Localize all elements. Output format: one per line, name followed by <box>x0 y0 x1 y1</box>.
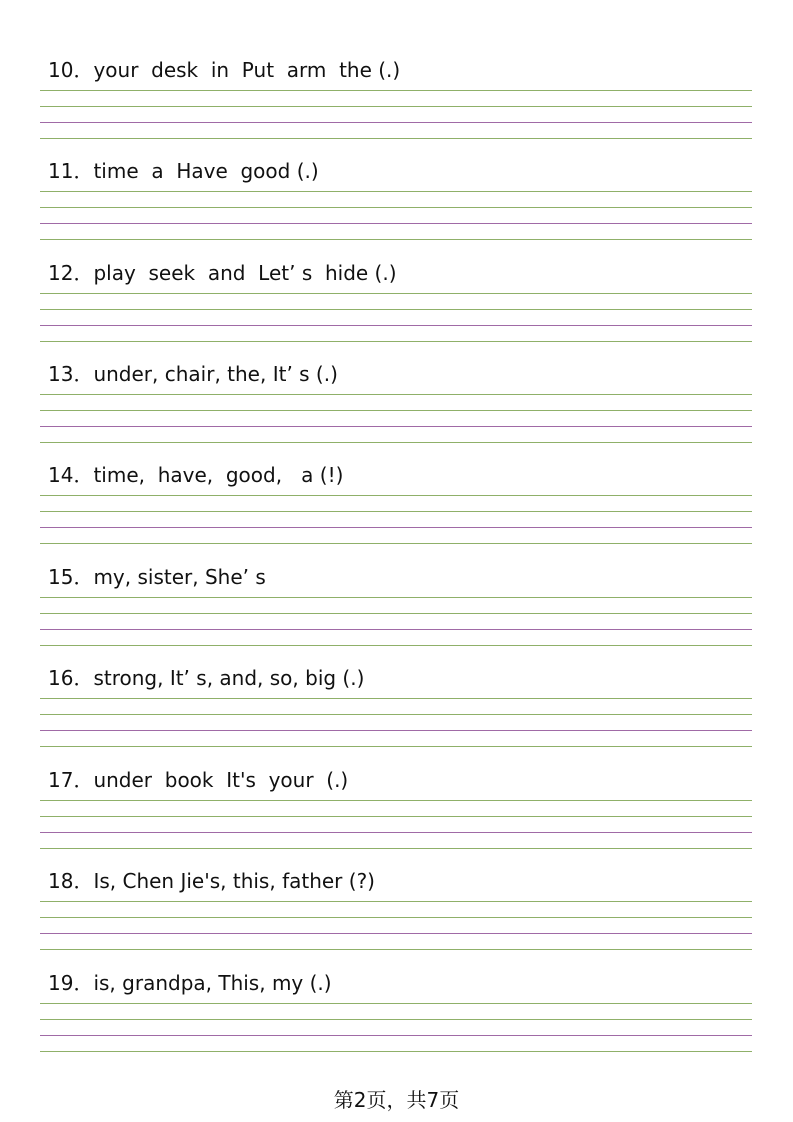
question-17 <box>0 765 793 866</box>
question-14 <box>0 460 793 561</box>
question-text <box>48 663 364 693</box>
question-prompt: under book It's your (.) <box>93 768 349 792</box>
question-12 <box>0 258 793 359</box>
question-15 <box>0 562 793 663</box>
question-prompt: under, chair, the, It’ s (.) <box>93 362 338 386</box>
guide-line <box>40 613 752 614</box>
guide-line <box>40 325 752 326</box>
guide-line <box>40 1019 752 1020</box>
writing-lines[interactable] <box>40 597 752 647</box>
question-number: 18． <box>48 869 94 893</box>
guide-line <box>40 933 752 934</box>
guide-line <box>40 816 752 817</box>
guide-line <box>40 207 752 208</box>
writing-lines[interactable] <box>40 191 752 241</box>
question-16 <box>0 663 793 764</box>
guide-line <box>40 341 752 342</box>
question-prompt: my, sister, She’ s <box>93 565 266 589</box>
question-text <box>48 359 338 389</box>
question-number: 15． <box>48 565 94 589</box>
guide-line <box>40 629 752 630</box>
question-prompt: your desk in Put arm the (.) <box>93 58 401 82</box>
guide-line <box>40 293 752 294</box>
question-text <box>48 866 375 896</box>
question-10 <box>0 55 793 156</box>
question-18 <box>0 866 793 967</box>
writing-lines[interactable] <box>40 901 752 951</box>
question-number: 12． <box>48 261 94 285</box>
guide-line <box>40 698 752 699</box>
writing-lines[interactable] <box>40 495 752 545</box>
guide-line <box>40 138 752 139</box>
question-text <box>48 968 332 998</box>
guide-line <box>40 495 752 496</box>
guide-line <box>40 730 752 731</box>
guide-line <box>40 191 752 192</box>
question-number: 19． <box>48 971 94 995</box>
question-text <box>48 55 400 85</box>
question-prompt: play seek and Let’ s hide (.) <box>93 261 397 285</box>
writing-lines[interactable] <box>40 90 752 140</box>
guide-line <box>40 800 752 801</box>
guide-line <box>40 645 752 646</box>
guide-line <box>40 239 752 240</box>
guide-line <box>40 746 752 747</box>
guide-line <box>40 106 752 107</box>
question-prompt: Is, Chen Jie's, this, father (?) <box>93 869 375 893</box>
guide-line <box>40 90 752 91</box>
guide-line <box>40 848 752 849</box>
question-text <box>48 156 319 186</box>
guide-line <box>40 426 752 427</box>
question-11 <box>0 156 793 257</box>
question-text <box>48 765 348 795</box>
guide-line <box>40 394 752 395</box>
guide-line <box>40 1003 752 1004</box>
guide-line <box>40 122 752 123</box>
writing-lines[interactable] <box>40 800 752 850</box>
question-number: 16． <box>48 666 94 690</box>
question-19 <box>0 968 793 1069</box>
guide-line <box>40 511 752 512</box>
question-number: 14． <box>48 463 94 487</box>
writing-lines[interactable] <box>40 293 752 343</box>
question-number: 17． <box>48 768 94 792</box>
question-text <box>48 562 266 592</box>
guide-line <box>40 901 752 902</box>
writing-lines[interactable] <box>40 394 752 444</box>
writing-lines[interactable] <box>40 1003 752 1053</box>
guide-line <box>40 410 752 411</box>
guide-line <box>40 917 752 918</box>
question-text <box>48 258 397 288</box>
question-prompt: time, have, good, a (!) <box>93 463 344 487</box>
question-13 <box>0 359 793 460</box>
writing-lines[interactable] <box>40 698 752 748</box>
question-prompt: time a Have good (.) <box>93 159 319 183</box>
question-prompt: strong, It’ s, and, so, big (.) <box>93 666 365 690</box>
question-number: 11． <box>48 159 94 183</box>
guide-line <box>40 309 752 310</box>
guide-line <box>40 543 752 544</box>
guide-line <box>40 949 752 950</box>
guide-line <box>40 1051 752 1052</box>
guide-line <box>40 714 752 715</box>
question-number: 13． <box>48 362 94 386</box>
question-text <box>48 460 343 490</box>
guide-line <box>40 527 752 528</box>
question-prompt: is, grandpa, This, my (.) <box>93 971 332 995</box>
guide-line <box>40 223 752 224</box>
guide-line <box>40 1035 752 1036</box>
guide-line <box>40 597 752 598</box>
page-footer: 第2页，共7页 <box>333 1088 460 1112</box>
guide-line <box>40 442 752 443</box>
guide-line <box>40 832 752 833</box>
question-number: 10． <box>48 58 94 82</box>
